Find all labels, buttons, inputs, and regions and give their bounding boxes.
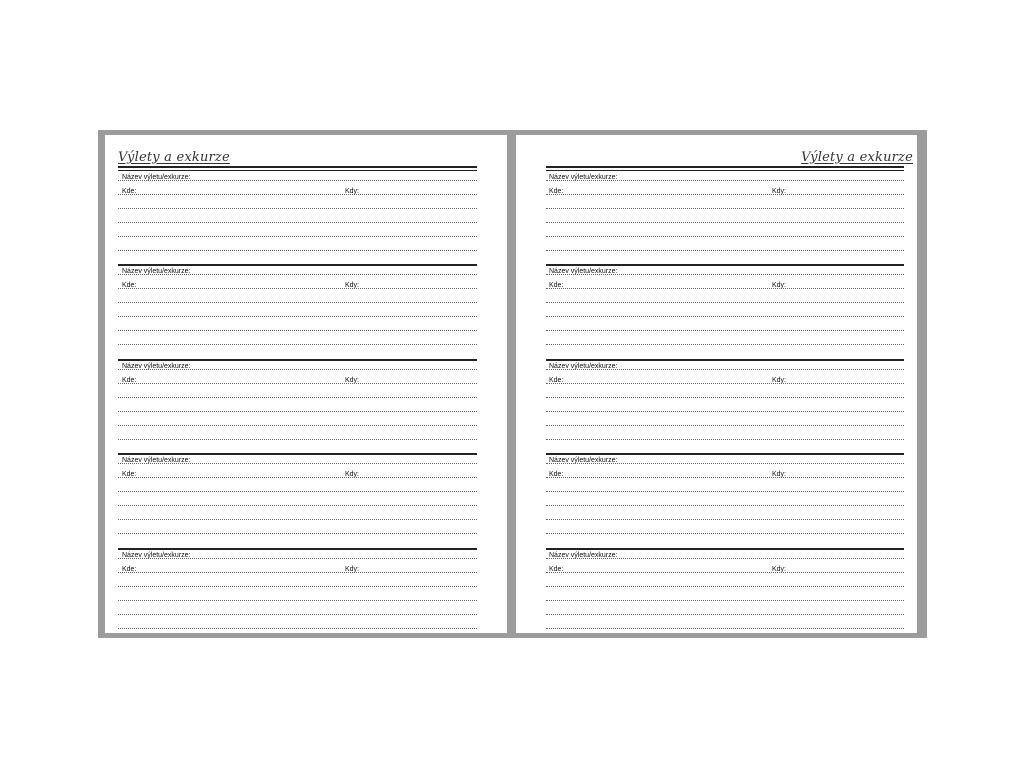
trip-name-label: Název výletu/exkurze: xyxy=(549,457,618,464)
where-label: Kde: xyxy=(122,377,137,384)
trip-name-label: Název výletu/exkurze: xyxy=(122,457,191,464)
where-label: Kde: xyxy=(549,471,564,478)
writing-line[interactable] xyxy=(546,425,904,426)
writing-line[interactable] xyxy=(118,208,477,209)
writing-line[interactable] xyxy=(546,236,904,237)
trip-name-label: Název výletu/exkurze: xyxy=(122,363,191,370)
when-label: Kdy: xyxy=(345,188,360,195)
writing-line[interactable] xyxy=(118,302,477,303)
writing-line[interactable] xyxy=(546,208,904,209)
trip-entry xyxy=(516,548,917,642)
when-label: Kdy: xyxy=(345,282,360,289)
trip-entry xyxy=(516,170,917,264)
writing-line[interactable] xyxy=(546,411,904,412)
left-page xyxy=(105,135,507,633)
writing-line[interactable] xyxy=(546,194,904,195)
writing-line[interactable] xyxy=(546,369,904,370)
writing-line[interactable] xyxy=(118,505,477,506)
writing-line[interactable] xyxy=(546,628,904,629)
when-label: Kdy: xyxy=(345,471,360,478)
where-label: Kde: xyxy=(549,377,564,384)
writing-line[interactable] xyxy=(546,330,904,331)
writing-line[interactable] xyxy=(546,274,904,275)
document-frame xyxy=(98,130,927,638)
when-label: Kdy: xyxy=(772,282,787,289)
writing-line[interactable] xyxy=(118,274,477,275)
writing-line[interactable] xyxy=(118,614,477,615)
writing-line[interactable] xyxy=(546,586,904,587)
writing-line[interactable] xyxy=(546,180,904,181)
writing-line[interactable] xyxy=(118,288,477,289)
writing-line[interactable] xyxy=(118,628,477,629)
section-divider xyxy=(546,548,904,550)
when-label: Kdy: xyxy=(345,377,360,384)
writing-line[interactable] xyxy=(546,558,904,559)
section-divider xyxy=(546,264,904,266)
writing-line[interactable] xyxy=(546,316,904,317)
writing-line[interactable] xyxy=(546,250,904,251)
trip-name-label: Název výletu/exkurze: xyxy=(122,268,191,275)
writing-line[interactable] xyxy=(118,463,477,464)
section-divider xyxy=(118,453,477,455)
section-divider xyxy=(546,453,904,455)
writing-line[interactable] xyxy=(118,411,477,412)
writing-line[interactable] xyxy=(546,222,904,223)
page-title: Výlety a exkurze xyxy=(118,150,230,165)
writing-line[interactable] xyxy=(118,533,477,534)
where-label: Kde: xyxy=(549,188,564,195)
trip-entry xyxy=(516,453,917,547)
writing-line[interactable] xyxy=(118,369,477,370)
writing-line[interactable] xyxy=(118,572,477,573)
right-page xyxy=(516,135,917,633)
where-label: Kde: xyxy=(549,566,564,573)
writing-line[interactable] xyxy=(118,586,477,587)
writing-line[interactable] xyxy=(546,302,904,303)
writing-line[interactable] xyxy=(118,330,477,331)
writing-line[interactable] xyxy=(546,383,904,384)
writing-line[interactable] xyxy=(546,505,904,506)
writing-line[interactable] xyxy=(118,194,477,195)
writing-line[interactable] xyxy=(118,316,477,317)
trip-name-label: Název výletu/exkurze: xyxy=(549,363,618,370)
trip-entry xyxy=(105,170,507,264)
trip-entry xyxy=(105,453,507,547)
writing-line[interactable] xyxy=(546,533,904,534)
title-rule xyxy=(118,166,477,168)
title-rule xyxy=(546,166,904,168)
trip-name-label: Název výletu/exkurze: xyxy=(549,552,618,559)
writing-line[interactable] xyxy=(118,600,477,601)
writing-line[interactable] xyxy=(546,600,904,601)
writing-line[interactable] xyxy=(118,558,477,559)
where-label: Kde: xyxy=(549,282,564,289)
trip-name-label: Název výletu/exkurze: xyxy=(122,174,191,181)
writing-line[interactable] xyxy=(546,397,904,398)
writing-line[interactable] xyxy=(118,491,477,492)
when-label: Kdy: xyxy=(772,188,787,195)
writing-line[interactable] xyxy=(118,425,477,426)
trip-entry xyxy=(516,359,917,453)
trip-name-label: Název výletu/exkurze: xyxy=(549,174,618,181)
when-label: Kdy: xyxy=(345,566,360,573)
trip-name-label: Název výletu/exkurze: xyxy=(549,268,618,275)
where-label: Kde: xyxy=(122,282,137,289)
writing-line[interactable] xyxy=(118,519,477,520)
when-label: Kdy: xyxy=(772,377,787,384)
page-title: Výlety a exkurze xyxy=(801,150,913,165)
writing-line[interactable] xyxy=(546,463,904,464)
where-label: Kde: xyxy=(122,471,137,478)
section-divider xyxy=(118,548,477,550)
writing-line[interactable] xyxy=(546,344,904,345)
when-label: Kdy: xyxy=(772,471,787,478)
writing-line[interactable] xyxy=(118,180,477,181)
trip-entry xyxy=(105,548,507,642)
writing-line[interactable] xyxy=(118,222,477,223)
trip-entry xyxy=(105,359,507,453)
writing-line[interactable] xyxy=(118,250,477,251)
writing-line[interactable] xyxy=(546,477,904,478)
writing-line[interactable] xyxy=(118,397,477,398)
trip-entry xyxy=(516,264,917,358)
writing-line[interactable] xyxy=(546,491,904,492)
writing-line[interactable] xyxy=(546,572,904,573)
writing-line[interactable] xyxy=(118,439,477,440)
where-label: Kde: xyxy=(122,188,137,195)
where-label: Kde: xyxy=(122,566,137,573)
trip-name-label: Název výletu/exkurze: xyxy=(122,552,191,559)
writing-line[interactable] xyxy=(118,236,477,237)
writing-line[interactable] xyxy=(546,288,904,289)
writing-line[interactable] xyxy=(546,519,904,520)
writing-line[interactable] xyxy=(546,614,904,615)
trip-entry xyxy=(105,264,507,358)
section-divider xyxy=(118,264,477,266)
writing-line[interactable] xyxy=(118,383,477,384)
writing-line[interactable] xyxy=(118,344,477,345)
when-label: Kdy: xyxy=(772,566,787,573)
writing-line[interactable] xyxy=(118,477,477,478)
writing-line[interactable] xyxy=(546,439,904,440)
section-divider xyxy=(118,359,477,361)
section-divider xyxy=(546,359,904,361)
